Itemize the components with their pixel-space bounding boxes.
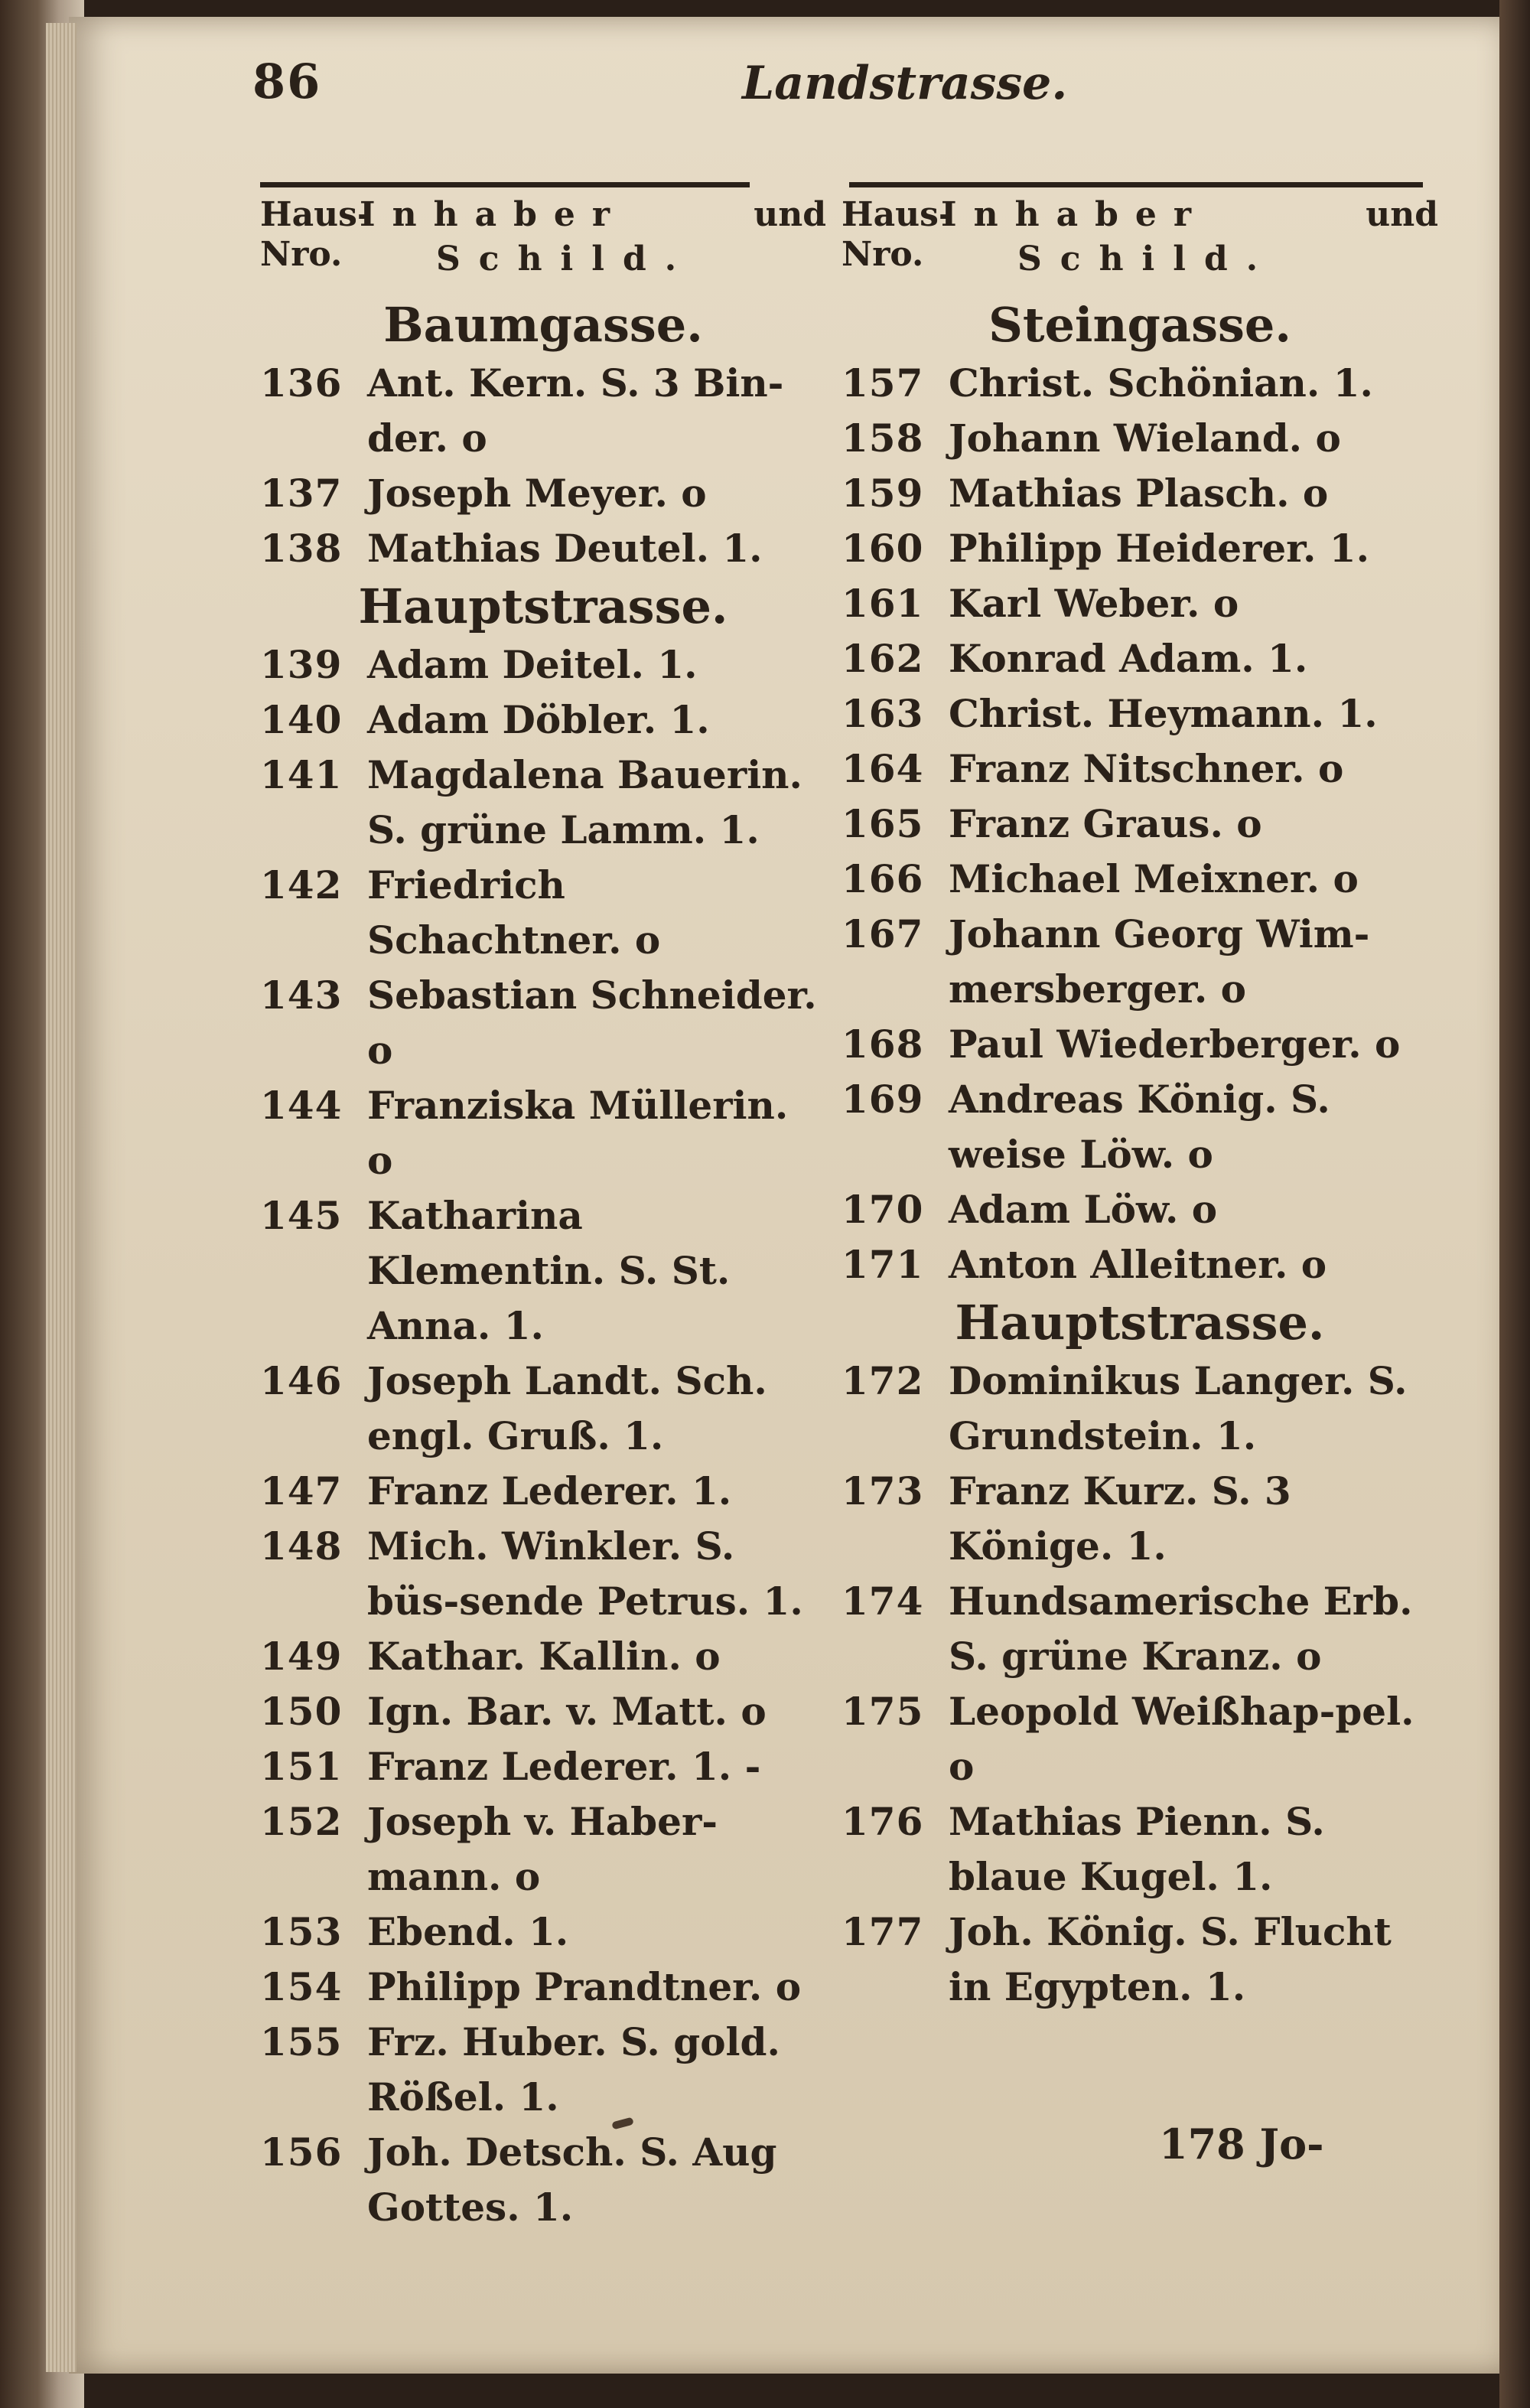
owner-and-sign: Konrad Adam. 1. [949,636,1308,681]
street-heading: Baumgasse. [383,297,703,353]
owner-and-sign: Joh. König. S. Flucht in Egypten. 1. [949,1909,1392,2009]
owner-and-sign: Michael Meixner. o [949,856,1359,901]
column-header-schild: Schild. [436,239,695,279]
house-number: 150 [260,1689,343,1734]
house-entry [842,1684,1438,1794]
left-column [260,195,826,2235]
column-header-haus: Haus- Nro. [260,195,372,274]
house-number: 170 [842,1187,924,1232]
owner-and-sign: Johann Georg Wim-mersberger. o [949,911,1370,1012]
left-column-body [260,295,826,2235]
house-number: 162 [842,636,924,681]
house-entry [260,858,826,968]
owner-and-sign: Ebend. 1. [367,1909,569,1954]
owner-and-sign: Adam Döbler. 1. [367,697,710,742]
owner-and-sign: Friedrich Schachtner. o [367,862,661,963]
house-number: 149 [260,1634,343,1679]
house-entry [260,1739,826,1794]
house-entry [260,356,826,466]
house-number: 167 [842,911,924,956]
house-entry [842,521,1438,576]
house-number: 148 [260,1523,343,1569]
page-stack-edge [46,23,76,2372]
owner-and-sign: Sebastian Schneider. o [367,973,817,1073]
house-number: 165 [842,801,924,846]
owner-and-sign: Magdalena Bauerin. S. grüne Lamm. 1. [367,752,802,852]
house-entry [842,852,1438,907]
house-entry [260,2125,826,2235]
house-number: 139 [260,642,343,687]
owner-and-sign: Mich. Winkler. S. büs-sende Petrus. 1. [367,1523,803,1624]
house-number: 158 [842,415,924,461]
house-entry [260,968,826,1078]
house-number: 161 [842,581,924,626]
house-entry [260,466,826,521]
house-number: 140 [260,697,343,742]
owner-and-sign: Joh. Detsch. S. Aug Gottes. 1. [367,2129,777,2230]
column-header [842,195,1438,295]
house-number: 163 [842,691,924,736]
owner-and-sign: Franz Lederer. 1. [367,1468,732,1514]
house-entry [260,1629,826,1684]
owner-and-sign: Johann Wieland. o [949,415,1341,461]
house-number: 137 [260,471,343,516]
house-number: 154 [260,1964,343,2009]
book-binding [1499,0,1530,2408]
house-number: 136 [260,360,343,406]
owner-and-sign: Ant. Kern. S. 3 Bin-der. o [367,360,784,461]
house-entry [260,1960,826,2015]
house-entry [842,1794,1438,1905]
right-column [842,195,1438,2015]
house-entry [260,1078,826,1188]
house-entry [260,748,826,858]
owner-and-sign: Christ. Schönian. 1. [949,360,1373,406]
house-entry [260,637,826,692]
owner-and-sign: Hundsamerische Erb. S. grüne Kranz. o [949,1579,1413,1679]
house-entry [260,692,826,748]
street-heading: Hauptstrasse. [358,578,728,634]
owner-and-sign: Franz Graus. o [949,801,1262,846]
catchword: 178 Jo- [1159,2120,1324,2169]
house-entry [842,466,1438,521]
owner-and-sign: Franz Kurz. S. 3 Könige. 1. [949,1468,1291,1569]
house-entry [260,2015,826,2125]
house-entry [260,1188,826,1354]
house-number: 160 [842,526,924,571]
street-heading: Hauptstrasse. [955,1295,1325,1351]
owner-and-sign: Ign. Bar. v. Matt. o [367,1689,767,1734]
owner-and-sign: Dominikus Langer. S. Grundstein. 1. [949,1358,1408,1458]
column-header-inhaber: Inhaber [360,195,627,234]
house-entry [260,1519,826,1629]
house-number: 141 [260,752,343,797]
owner-and-sign: Franz Lederer. 1. - [367,1744,761,1789]
house-number: 168 [842,1022,924,1067]
right-column-body [842,295,1438,2015]
house-entry [842,1237,1438,1292]
house-entry [260,1794,826,1905]
house-entry [842,741,1438,797]
owner-and-sign: Mathias Deutel. 1. [367,526,763,571]
house-entry [842,1017,1438,1072]
house-number: 143 [260,973,343,1018]
owner-and-sign: Adam Löw. o [949,1187,1218,1232]
page-number: 86 [252,54,322,109]
column-header-haus: Haus- Nro. [842,195,953,274]
house-entry [260,1905,826,1960]
running-title: Landstrasse. [742,57,1068,110]
owner-and-sign: Paul Wiederberger. o [949,1022,1401,1067]
owner-and-sign: Adam Deitel. 1. [367,642,698,687]
owner-and-sign: Franziska Müllerin. o [367,1083,789,1183]
house-entry [260,1464,826,1519]
house-number: 176 [842,1799,924,1844]
owner-and-sign: Frz. Huber. S. gold. Rößel. 1. [367,2019,780,2120]
owner-and-sign: Mathias Plasch. o [949,471,1329,516]
owner-and-sign: Andreas König. S. weise Löw. o [949,1077,1330,1177]
house-number: 157 [842,360,924,406]
house-number: 153 [260,1909,343,1954]
house-number: 172 [842,1358,924,1403]
house-entry [842,356,1438,411]
owner-and-sign: Joseph Landt. Sch. engl. Gruß. 1. [367,1358,767,1458]
house-entry [842,1905,1438,2015]
house-number: 156 [260,2129,343,2175]
owner-and-sign: Joseph Meyer. o [367,471,707,516]
owner-and-sign: Christ. Heymann. 1. [949,691,1378,736]
house-number: 171 [842,1242,924,1287]
owner-and-sign: Kathar. Kallin. o [367,1634,721,1679]
house-entry [260,1354,826,1464]
house-entry [842,1574,1438,1684]
house-number: 142 [260,862,343,907]
house-number: 173 [842,1468,924,1514]
street-heading: Steingasse. [988,297,1291,353]
house-entry [842,576,1438,631]
house-entry [842,686,1438,741]
column-header-und: und [1366,195,1438,234]
owner-and-sign: Katharina Klementin. S. St. Anna. 1. [367,1193,731,1348]
owner-and-sign: Anton Alleitner. o [949,1242,1327,1287]
house-number: 138 [260,526,343,571]
owner-and-sign: Karl Weber. o [949,581,1239,626]
owner-and-sign: Franz Nitschner. o [949,746,1344,791]
owner-and-sign: Joseph v. Haber-mann. o [367,1799,718,1899]
house-entry [842,411,1438,466]
house-number: 147 [260,1468,343,1514]
house-entry [842,1354,1438,1464]
header-rule-left [260,182,750,187]
house-entry [842,1464,1438,1574]
house-entry [842,797,1438,852]
house-number: 166 [842,856,924,901]
house-number: 169 [842,1077,924,1122]
owner-and-sign: Leopold Weißhap-pel. o [949,1689,1414,1789]
owner-and-sign: Philipp Prandtner. o [367,1964,802,2009]
owner-and-sign: Philipp Heiderer. 1. [949,526,1369,571]
house-entry [260,521,826,576]
house-number: 155 [260,2019,343,2064]
house-number: 159 [842,471,924,516]
house-entry [842,1072,1438,1182]
house-entry [842,1182,1438,1237]
house-number: 152 [260,1799,343,1844]
house-number: 145 [260,1193,343,1238]
house-entry [842,907,1438,1017]
header-rule-right [849,182,1423,187]
column-header-und: und [754,195,826,234]
house-number: 175 [842,1689,924,1734]
column-header-inhaber: Inhaber [941,195,1209,234]
house-number: 146 [260,1358,343,1403]
page-header [252,54,1431,138]
house-number: 164 [842,746,924,791]
house-number: 174 [842,1579,924,1624]
column-header [260,195,826,295]
owner-and-sign: Mathias Pienn. S. blaue Kugel. 1. [949,1799,1325,1899]
house-number: 177 [842,1909,924,1954]
column-header-schild: Schild. [1017,239,1277,279]
house-number: 151 [260,1744,343,1789]
house-number: 144 [260,1083,343,1128]
house-entry [842,631,1438,686]
house-entry [260,1684,826,1739]
